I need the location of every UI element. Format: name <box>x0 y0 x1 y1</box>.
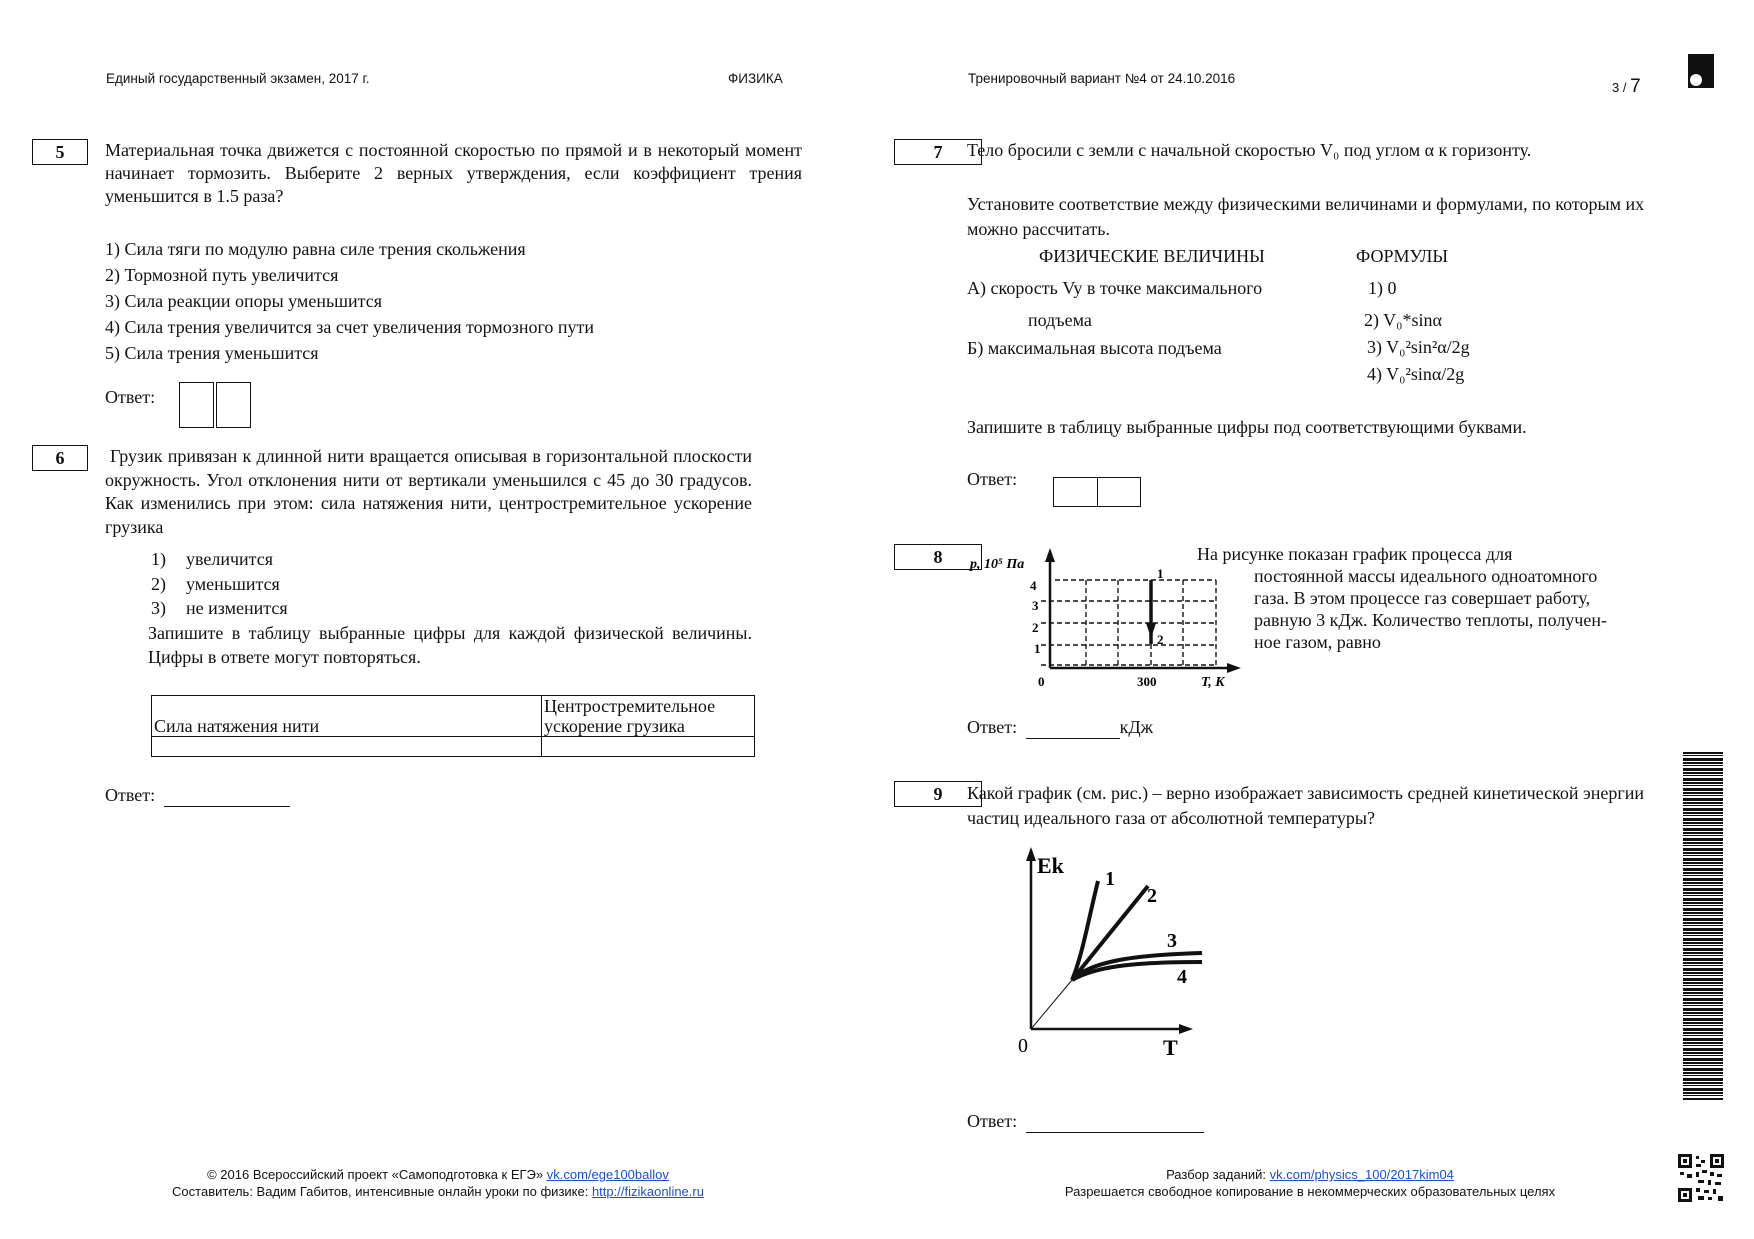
quantity-a-cont: подъема <box>1028 310 1092 330</box>
question-5-answer-label: Ответ: <box>105 387 156 407</box>
option-1: 1) увеличится <box>151 549 274 569</box>
question-7-stem: Тело бросили с земли с начальной скоростью V₀ под углом α к горизонту. <box>967 140 1532 160</box>
point-1-label: 1 <box>1157 566 1164 581</box>
question-5-stem: Материальная точка движется с постоянной скоростью по прямой и в некоторый момент начинает тормозить. Выберите 2 верных утверждения, если коэффициент трения уменьшится в 1.5 раза? <box>105 140 802 206</box>
question-7-answer-label: Ответ: <box>967 469 1018 489</box>
origin-label: 0 <box>1018 1035 1028 1057</box>
option-3: 3) Сила реакции опоры уменьшится <box>105 291 383 311</box>
question-9-answer: Ответ: <box>967 1110 1204 1133</box>
table-answer-cell[interactable] <box>542 737 755 757</box>
option-3: 3) не изменится <box>151 598 288 618</box>
x-axis-label: T <box>1163 1035 1178 1060</box>
y-axis-label: p, 10⁵ Па <box>970 557 1025 572</box>
answer-line[interactable] <box>1026 1114 1204 1133</box>
question-5-number: 5 <box>32 139 88 165</box>
answer-cell[interactable] <box>179 382 214 428</box>
question-9-stem: Какой график (см. рис.) – верно изображает зависимость средней кинетической энергии частиц идеального газа от абсолютной температуры? <box>967 783 1645 828</box>
option-4: 4) Сила трения увеличится за счет увеличения тормозного пути <box>105 317 595 337</box>
header-variant: Тренировочный вариант №4 от 24.10.2016 <box>968 71 1236 86</box>
footer-right: Разбор заданий: vk.com/physics_100/2017kim04 Разрешается свободное копирование в некоммерческих образовательных целях <box>1064 1167 1556 1199</box>
x-origin: 0 <box>1038 674 1045 689</box>
column-header-quantities: ФИЗИЧЕСКИЕ ВЕЛИЧИНЫ <box>1039 246 1265 266</box>
option-1: 1) Сила тяги по модулю равна силе трения скольжения <box>105 239 526 259</box>
corner-marker-icon <box>1688 54 1714 88</box>
option-2: 2) Тормозной путь увеличится <box>105 265 339 285</box>
question-6-answer: Ответ: <box>105 784 290 807</box>
curve-2-label: 2 <box>1147 885 1157 907</box>
option-5: 5) Сила трения уменьшится <box>105 343 319 363</box>
question-9-number: 9 <box>894 781 982 807</box>
question-6-options <box>151 547 288 621</box>
question-7-number: 7 <box>894 139 982 165</box>
question-8-answer: Ответ: кДж <box>967 717 1154 737</box>
x-tick: 300 <box>1137 674 1157 689</box>
formula-3: 3) V₀²sin²α/2g <box>1367 337 1470 357</box>
quantity-a: А) скорость Vy в точке максимального <box>967 278 1263 298</box>
question-6-answer-table <box>151 695 755 757</box>
y-tick: 4 <box>1030 578 1037 593</box>
header-exam-title: Единый государственный экзамен, 2017 г. <box>106 71 370 86</box>
table-answer-cell[interactable] <box>152 737 542 757</box>
qr-code-icon <box>1678 1154 1724 1202</box>
y-axis-label: Ek <box>1037 853 1064 878</box>
point-2-label: 2 <box>1157 632 1164 647</box>
question-6-stem: Грузик привязан к длинной нити вращается описывая в горизонтальной плоскости окружность. Угол отклонения нити от вертикали уменьшился с 45 до 30 градусов. Как изменились при этом: сила натяжения нити, центростремительное ускорение грузика <box>105 446 752 537</box>
formula-2: 2) V₀*sinα <box>1364 310 1442 330</box>
question-8-pt-graph <box>965 548 1245 693</box>
x-axis-label: T, K <box>1201 675 1225 690</box>
question-7-table-note: Запишите в таблицу выбранные цифры под соответствующими буквами. <box>967 417 1527 437</box>
answer-cell[interactable] <box>216 382 251 428</box>
footer-left: © 2016 Всероссийский проект «Самоподготовка к ЕГЭ» vk.com/ege100ballov Составитель: Вадим Габитов, интенсивные онлайн уроки по физике: http://fizikaonline.ru <box>172 1167 704 1199</box>
table-header-acceleration: Центростремительное ускорение грузика <box>542 696 755 737</box>
question-9-energy-graph <box>1010 847 1210 1062</box>
curve-4-label: 4 <box>1177 966 1187 988</box>
answer-cell[interactable] <box>1053 477 1098 507</box>
curve-1-label: 1 <box>1105 868 1115 890</box>
question-7-instruction: Установите соответствие между физическими величинами и формулами, по которым их можно рассчитать. <box>967 194 1645 239</box>
quantity-b: Б) максимальная высота подъема <box>967 338 1222 358</box>
header-subject: ФИЗИКА <box>728 71 783 86</box>
question-8-text: постоянной массы идеального одноатомного газа. В этом процессе газ совершает работу, равную 3 кДж. Количество теплоты, получен- ное газом, равно <box>1254 566 1607 652</box>
question-6-instruction: Запишите в таблицу выбранные цифры для каждой физической величины. Цифры в ответе могут повторяться. <box>148 623 752 667</box>
footer-link-fizikaonline[interactable]: http://fizikaonline.ru <box>591 1184 704 1199</box>
option-2: 2) уменьшится <box>151 573 280 594</box>
question-8-number: 8 <box>894 544 982 570</box>
barcode-icon <box>1683 752 1723 1100</box>
table-header-tension: Сила натяжения нити <box>152 696 542 737</box>
y-tick: 3 <box>1032 598 1039 613</box>
footer-link-physics100[interactable]: vk.com/physics_100/2017kim04 <box>1269 1167 1454 1182</box>
question-6-number: 6 <box>32 445 88 471</box>
footer-link-ege[interactable]: vk.com/ege100ballov <box>546 1167 669 1182</box>
answer-line[interactable] <box>164 788 290 807</box>
y-tick: 1 <box>1034 641 1041 656</box>
y-tick: 2 <box>1032 620 1039 635</box>
question-5-options <box>105 238 594 365</box>
curve-3-label: 3 <box>1167 930 1177 952</box>
answer-cell[interactable] <box>1097 477 1141 507</box>
column-header-formulas: ФОРМУЛЫ <box>1356 246 1449 266</box>
answer-line[interactable] <box>1026 720 1120 739</box>
page-number: 3 / 7 <box>1612 76 1641 97</box>
formula-1: 1) 0 <box>1368 278 1397 298</box>
question-8-text-first: На рисунке показан график процесса для <box>1197 544 1513 564</box>
formula-4: 4) V₀²sinα/2g <box>1367 364 1465 384</box>
